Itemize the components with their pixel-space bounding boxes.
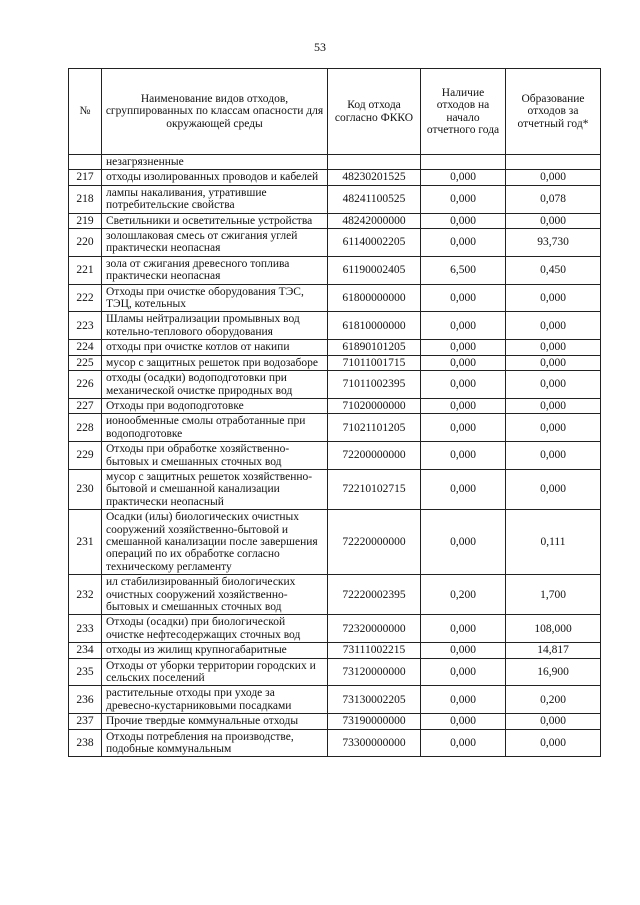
row-number: 221 <box>69 256 102 284</box>
generated-amount <box>506 155 601 170</box>
row-number: 227 <box>69 398 102 413</box>
start-balance: 0,000 <box>421 185 506 213</box>
waste-name: лампы накаливания, утратившие потребительские свойства <box>102 185 328 213</box>
row-number: 233 <box>69 615 102 643</box>
table-header <box>69 69 601 155</box>
waste-table <box>68 68 601 757</box>
fkko-code: 73190000000 <box>328 714 421 729</box>
generated-amount: 93,730 <box>506 229 601 257</box>
header-start-balance: Наличие отходов на начало отчетного года <box>421 69 506 155</box>
generated-amount: 0,000 <box>506 340 601 355</box>
waste-name: мусор с защитных решеток хозяйственно-бытовой и смешанной канализации практически неопасный <box>102 469 328 509</box>
fkko-code: 72320000000 <box>328 615 421 643</box>
row-number: 234 <box>69 643 102 658</box>
start-balance: 0,000 <box>421 371 506 399</box>
start-balance: 0,000 <box>421 615 506 643</box>
table-row <box>69 729 601 757</box>
generated-amount: 0,111 <box>506 510 601 575</box>
generated-amount: 0,000 <box>506 469 601 509</box>
row-number: 219 <box>69 213 102 228</box>
page-number: 53 <box>314 40 326 54</box>
start-balance: 0,000 <box>421 398 506 413</box>
waste-name: незагрязненные <box>102 155 328 170</box>
start-balance: 0,000 <box>421 714 506 729</box>
waste-name: Отходы (осадки) при биологической очистке нефтесодержащих сточных вод <box>102 615 328 643</box>
generated-amount: 0,000 <box>506 729 601 757</box>
start-balance: 0,000 <box>421 340 506 355</box>
fkko-code: 71020000000 <box>328 398 421 413</box>
header-code: Код отхода согласно ФККО <box>328 69 421 155</box>
table-row <box>69 170 601 185</box>
fkko-code: 48242000000 <box>328 213 421 228</box>
generated-amount: 0,000 <box>506 355 601 370</box>
start-balance: 0,000 <box>421 312 506 340</box>
header-num: № <box>69 69 102 155</box>
row-number: 228 <box>69 414 102 442</box>
start-balance: 0,000 <box>421 414 506 442</box>
fkko-code: 72220002395 <box>328 575 421 615</box>
table-row <box>69 256 601 284</box>
fkko-code: 48230201525 <box>328 170 421 185</box>
table-row <box>69 398 601 413</box>
row-number: 237 <box>69 714 102 729</box>
waste-name: зола от сжигания древесного топлива практически неопасная <box>102 256 328 284</box>
table-row <box>69 355 601 370</box>
header-row <box>69 69 601 155</box>
generated-amount: 0,000 <box>506 398 601 413</box>
fkko-code: 71011001715 <box>328 355 421 370</box>
generated-amount: 0,000 <box>506 170 601 185</box>
table-row <box>69 414 601 442</box>
generated-amount: 0,000 <box>506 371 601 399</box>
start-balance: 0,000 <box>421 686 506 714</box>
fkko-code: 48241100525 <box>328 185 421 213</box>
waste-name: растительные отходы при уходе за древесно-кустарниковыми посадками <box>102 686 328 714</box>
waste-name: ил стабилизированный биологических очистных сооружений хозяйственно-бытовых и смешанных сточных вод <box>102 575 328 615</box>
row-number: 231 <box>69 510 102 575</box>
table-row <box>69 340 601 355</box>
header-name: Наименование видов отходов, сгруппированных по классам опасности для окружающей среды <box>102 69 328 155</box>
start-balance: 0,000 <box>421 213 506 228</box>
table-row <box>69 575 601 615</box>
waste-name: Светильники и осветительные устройства <box>102 213 328 228</box>
waste-name: мусор с защитных решеток при водозаборе <box>102 355 328 370</box>
fkko-code: 72200000000 <box>328 442 421 470</box>
fkko-code: 61800000000 <box>328 284 421 312</box>
generated-amount: 0,000 <box>506 714 601 729</box>
start-balance: 0,000 <box>421 229 506 257</box>
waste-name: отходы (осадки) водоподготовки при механической очистке природных вод <box>102 371 328 399</box>
generated-amount: 0,000 <box>506 414 601 442</box>
waste-name: отходы изолированных проводов и кабелей <box>102 170 328 185</box>
table-row <box>69 714 601 729</box>
table-row <box>69 213 601 228</box>
fkko-code: 61890101205 <box>328 340 421 355</box>
generated-amount: 0,000 <box>506 284 601 312</box>
row-number: 225 <box>69 355 102 370</box>
table-row <box>69 312 601 340</box>
start-balance: 0,000 <box>421 469 506 509</box>
row-number: 235 <box>69 658 102 686</box>
row-number <box>69 155 102 170</box>
row-number: 232 <box>69 575 102 615</box>
generated-amount: 0,000 <box>506 442 601 470</box>
fkko-code: 72210102715 <box>328 469 421 509</box>
row-number: 230 <box>69 469 102 509</box>
table-body <box>69 155 601 757</box>
row-number: 229 <box>69 442 102 470</box>
fkko-code: 71011002395 <box>328 371 421 399</box>
start-balance: 0,000 <box>421 442 506 470</box>
waste-name: отходы при очистке котлов от накипи <box>102 340 328 355</box>
table-row <box>69 643 601 658</box>
table-row <box>69 658 601 686</box>
row-number: 238 <box>69 729 102 757</box>
fkko-code: 73120000000 <box>328 658 421 686</box>
generated-amount: 0,000 <box>506 312 601 340</box>
fkko-code: 61140002205 <box>328 229 421 257</box>
generated-amount: 16,900 <box>506 658 601 686</box>
waste-name: Отходы от уборки территории городских и сельских поселений <box>102 658 328 686</box>
generated-amount: 108,000 <box>506 615 601 643</box>
table-row <box>69 185 601 213</box>
table-row <box>69 469 601 509</box>
generated-amount: 14,817 <box>506 643 601 658</box>
header-generated: Образование отходов за отчетный год* <box>506 69 601 155</box>
start-balance: 0,000 <box>421 170 506 185</box>
generated-amount: 0,200 <box>506 686 601 714</box>
row-number: 223 <box>69 312 102 340</box>
table-row <box>69 155 601 170</box>
table-row <box>69 686 601 714</box>
row-number: 218 <box>69 185 102 213</box>
row-number: 217 <box>69 170 102 185</box>
table-row <box>69 615 601 643</box>
table-row <box>69 510 601 575</box>
waste-name: отходы из жилищ крупногабаритные <box>102 643 328 658</box>
table-row <box>69 229 601 257</box>
fkko-code: 61810000000 <box>328 312 421 340</box>
waste-name: ионообменные смолы отработанные при водоподготовке <box>102 414 328 442</box>
fkko-code: 61190002405 <box>328 256 421 284</box>
fkko-code: 71021101205 <box>328 414 421 442</box>
start-balance <box>421 155 506 170</box>
fkko-code <box>328 155 421 170</box>
row-number: 220 <box>69 229 102 257</box>
start-balance: 0,000 <box>421 729 506 757</box>
generated-amount: 0,078 <box>506 185 601 213</box>
generated-amount: 0,450 <box>506 256 601 284</box>
generated-amount: 0,000 <box>506 213 601 228</box>
fkko-code: 73130002205 <box>328 686 421 714</box>
waste-name: Отходы при водоподготовке <box>102 398 328 413</box>
start-balance: 0,000 <box>421 284 506 312</box>
waste-name: Осадки (илы) биологических очистных сооружений хозяйственно-бытовой и смешанной канализации после завершения операций по их обработке согласно техническому регламенту <box>102 510 328 575</box>
waste-name: Шламы нейтрализации промывных вод котельно-теплового оборудования <box>102 312 328 340</box>
row-number: 222 <box>69 284 102 312</box>
table-row <box>69 371 601 399</box>
row-number: 224 <box>69 340 102 355</box>
start-balance: 0,200 <box>421 575 506 615</box>
fkko-code: 73111002215 <box>328 643 421 658</box>
start-balance: 6,500 <box>421 256 506 284</box>
start-balance: 0,000 <box>421 643 506 658</box>
table-row <box>69 284 601 312</box>
waste-name: золошлаковая смесь от сжигания углей практически неопасная <box>102 229 328 257</box>
generated-amount: 1,700 <box>506 575 601 615</box>
start-balance: 0,000 <box>421 355 506 370</box>
start-balance: 0,000 <box>421 658 506 686</box>
row-number: 236 <box>69 686 102 714</box>
waste-name: Прочие твердые коммунальные отходы <box>102 714 328 729</box>
waste-name: Отходы при очистке оборудования ТЭС, ТЭЦ, котельных <box>102 284 328 312</box>
fkko-code: 72220000000 <box>328 510 421 575</box>
fkko-code: 73300000000 <box>328 729 421 757</box>
table-row <box>69 442 601 470</box>
waste-name: Отходы при обработке хозяйственно-бытовых и смешанных сточных вод <box>102 442 328 470</box>
waste-name: Отходы потребления на производстве, подобные коммунальным <box>102 729 328 757</box>
start-balance: 0,000 <box>421 510 506 575</box>
row-number: 226 <box>69 371 102 399</box>
